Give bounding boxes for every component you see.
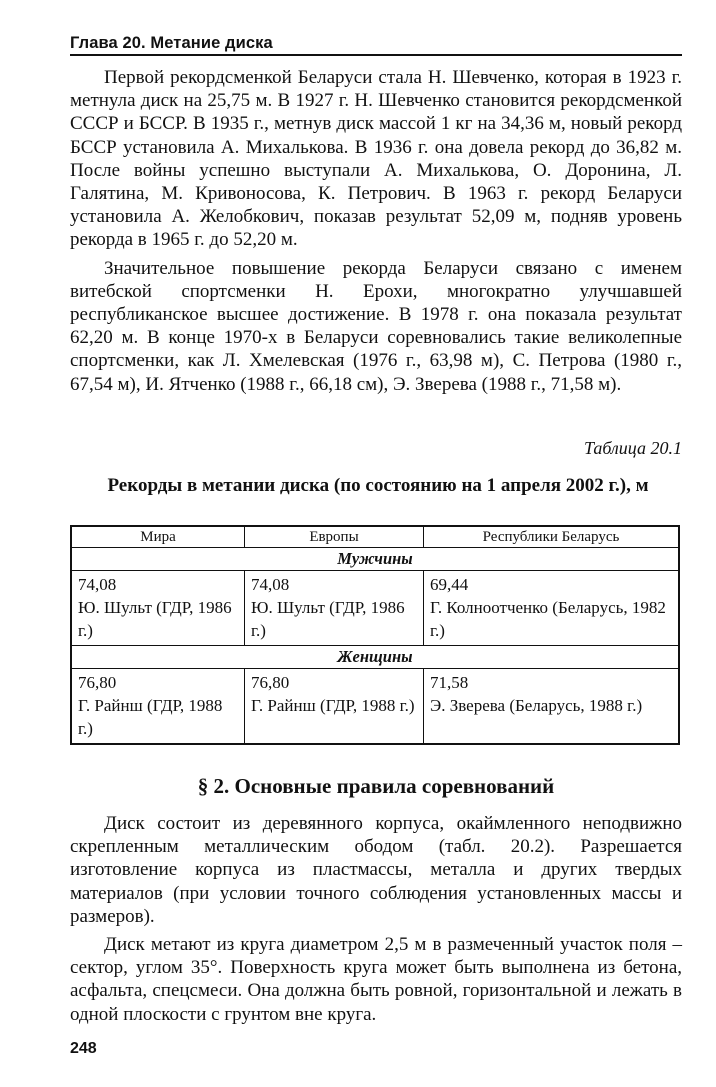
record-holder: Ю. Шульт (ГДР, 1986 г.): [78, 598, 232, 640]
table-cell: [424, 669, 680, 745]
group-label-women: Женщины: [71, 646, 679, 669]
group-row-women: [71, 646, 679, 669]
record-value: 69,44: [430, 575, 469, 594]
table-caption: Таблица 20.1: [583, 438, 682, 458]
record-value: 76,80: [78, 673, 117, 692]
record-holder: Г. Колноотченко (Беларусь, 1982 г.): [430, 598, 666, 640]
chapter-header: Глава 20. Метание диска: [70, 33, 682, 56]
table-cell: [71, 669, 245, 745]
record-value: 71,58: [430, 673, 469, 692]
table-header-row: [71, 526, 679, 548]
table-row: [71, 669, 679, 745]
record-holder: Г. Райнш (ГДР, 1988 г.): [251, 696, 415, 715]
column-header-world: Мира: [71, 526, 245, 548]
paragraph-2: Значительное повышение рекорда Беларуси связано с именем витебской спортсменки Н. Ерохи, многократно улучшавшей республиканское высшее достижение. В 1978 г. она показала результат 62,20 м. В конце 1970-х в Беларуси соревновались такие великолепные спортсменки, как Л. Хмелевская (1976 г., 63,98 м), С. Петрова (1980 г., 67,54 м), И. Ятченко (1988 г., 66,18 см), Э. Зверева (1988 г., 71,58 м).: [70, 257, 682, 395]
paragraph-1: Первой рекордсменкой Беларуси стала Н. Шевченко, которая в 1923 г. метнула диск на 25,75 м. В 1927 г. Н. Шевченко становится рекордсменкой СССР и БССР. В 1935 г., метнув диск массой 1 кг на 34,36 м, новый рекорд БССР установила А. Михалькова. В 1936 г. она довела рекорд до 36,82 м. После войны успешно выступали А. Михалькова, О. Доронина, Л. Галятина, М. Кривоносова, К. Петрович. В 1963 г. рекорд Беларуси установила А. Желобкович, показав результат 52,09 м, подняв уровень рекорда в 1965 г. до 52,20 м.: [70, 67, 682, 251]
group-row-men: [71, 548, 679, 571]
records-table: [70, 525, 680, 745]
column-header-europe: Европы: [245, 526, 424, 548]
table-title: Рекорды в метании диска (по состоянию на 1 апреля 2002 г.), м: [107, 475, 649, 496]
table-row: [71, 571, 679, 646]
table-cell: [245, 669, 424, 745]
top-text-block: [70, 66, 682, 396]
section-title: § 2. Основные правила соревнований: [197, 774, 555, 798]
group-label-men: Мужчины: [71, 548, 679, 571]
page-number: 248: [70, 1040, 97, 1057]
paragraph-4: Диск метают из круга диаметром 2,5 м в размеченный участок поля – сектор, углом 35°. Поверхность круга может быть выполнена из бетона, асфальта, спецсмеси. Она должна быть ровной, горизонтальной и лежать в одной плоскости с грунтом вне круга.: [70, 934, 682, 1025]
table-cell: [245, 571, 424, 646]
table-cell: [424, 571, 680, 646]
record-value: 76,80: [251, 673, 290, 692]
table-cell: [71, 571, 245, 646]
column-header-belarus: Республики Беларусь: [424, 526, 680, 548]
record-value: 74,08: [78, 575, 117, 594]
record-holder: Г. Райнш (ГДР, 1988 г.): [78, 696, 223, 738]
paragraph-3: Диск состоит из деревянного корпуса, окаймленного неподвижно скрепленным металлическим ободом (табл. 20.2). Разрешается изготовление корпуса из пластмассы, металла и других твердых материалов (при условии точного соблюдения установленных массы и размеров).: [70, 813, 682, 927]
bottom-text-block: [70, 812, 682, 1026]
record-value: 74,08: [251, 575, 290, 594]
record-holder: Ю. Шульт (ГДР, 1986 г.): [251, 598, 405, 640]
record-holder: Э. Зверева (Беларусь, 1988 г.): [430, 696, 643, 715]
